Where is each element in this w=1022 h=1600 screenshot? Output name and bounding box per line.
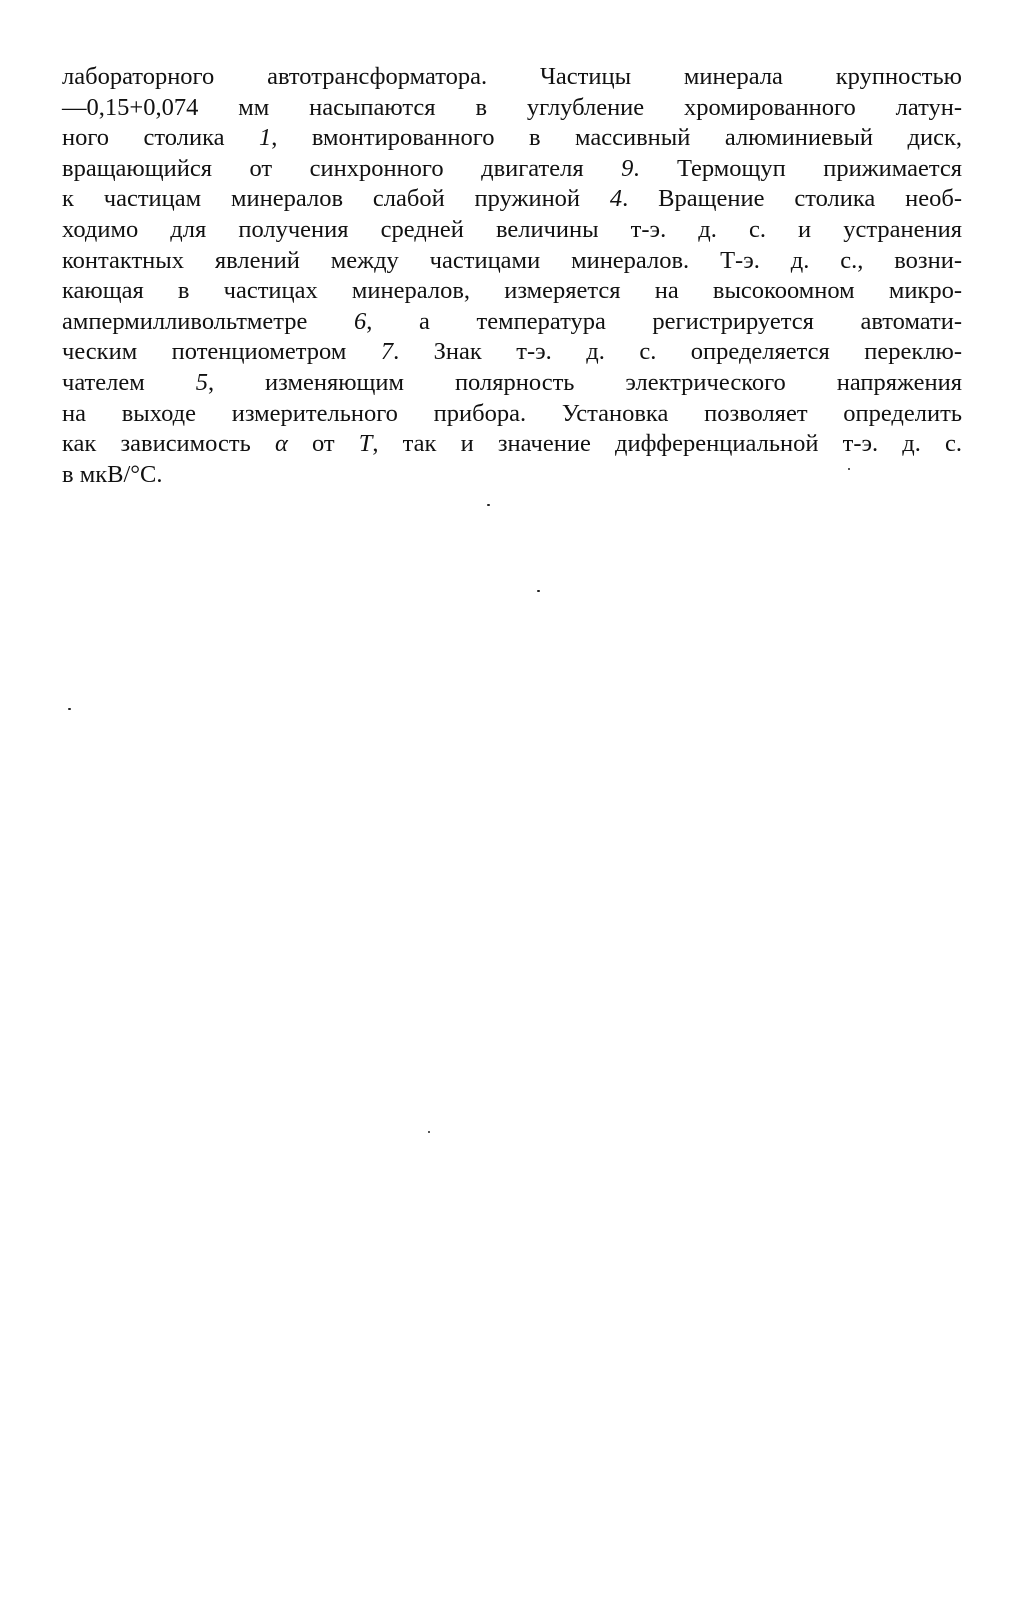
figure-reference-number: 7 <box>380 338 394 366</box>
text-line-7 <box>62 246 962 277</box>
text-line-1 <box>62 62 962 93</box>
text-segment: , так и значение дифференциальной т-э. д. с. <box>372 430 962 458</box>
text-segment: на выходе измерительного прибора. Установка позволяет определить <box>62 399 962 427</box>
text-line-14 <box>62 460 962 491</box>
text-line-5 <box>62 184 962 215</box>
text-segment: ходимо для получения средней величины т-э. д. с. и устранения <box>62 215 962 243</box>
text-segment: лабораторного автотрансформатора. Частицы минерала крупностью <box>62 63 962 90</box>
text-segment: . Знак т-э. д. с. определяется переклю- <box>393 338 963 366</box>
text-segment: как зависимость <box>62 430 275 458</box>
text-line-4 <box>62 154 962 185</box>
text-line-11 <box>62 368 962 399</box>
text-segment: . Термощуп прижимается <box>633 154 962 182</box>
scan-speck <box>537 590 540 592</box>
text-line-10 <box>62 337 962 368</box>
text-segment: , а температура регистрируется автомати- <box>366 307 962 335</box>
text-segment: вращающийся от синхронного двигателя <box>62 154 622 182</box>
text-segment: контактных явлений между частицами минералов. Т-э. д. с., возни- <box>62 246 962 274</box>
text-line-12 <box>62 399 962 430</box>
body-paragraph <box>62 62 962 490</box>
scan-speck <box>848 468 850 470</box>
text-line-13 <box>62 429 962 460</box>
text-line-8 <box>62 276 962 307</box>
text-line-3 <box>62 123 962 154</box>
text-line-2 <box>62 93 962 124</box>
figure-reference-number: 1 <box>258 124 272 152</box>
text-line-6 <box>62 215 962 246</box>
temperature-symbol: T <box>358 430 373 458</box>
text-segment: ного столика <box>62 124 259 152</box>
text-segment: в мкВ/°С. <box>62 460 163 488</box>
figure-reference-number: 6 <box>354 307 367 335</box>
figure-reference-number: 5 <box>195 368 208 396</box>
alpha-symbol: α <box>274 430 288 458</box>
figure-reference-number: 4 <box>609 185 623 213</box>
text-segment: кающая в частицах минералов, измеряется на высокоомном микро- <box>62 277 962 305</box>
text-segment: ческим потенциометром <box>62 338 381 366</box>
text-segment: , изменяющим полярность электрического напряжения <box>207 368 963 396</box>
text-segment: , вмонтированного в массивный алюминиевый диск, <box>271 124 962 152</box>
text-line-9 <box>62 307 962 338</box>
text-segment: чателем <box>62 368 196 396</box>
scan-speck <box>487 504 490 506</box>
text-segment: от <box>287 430 359 458</box>
figure-reference-number: 9 <box>621 154 634 182</box>
text-segment: к частицам минералов слабой пружиной <box>62 185 610 213</box>
text-segment: . Вращение столика необ- <box>622 185 963 213</box>
scan-speck <box>428 1131 430 1133</box>
scan-speck <box>68 708 71 710</box>
text-segment: —0,15+0,074 мм насыпаются в углубление хромированного латун- <box>62 93 962 121</box>
text-segment: ампермилливольтметре <box>62 307 355 335</box>
